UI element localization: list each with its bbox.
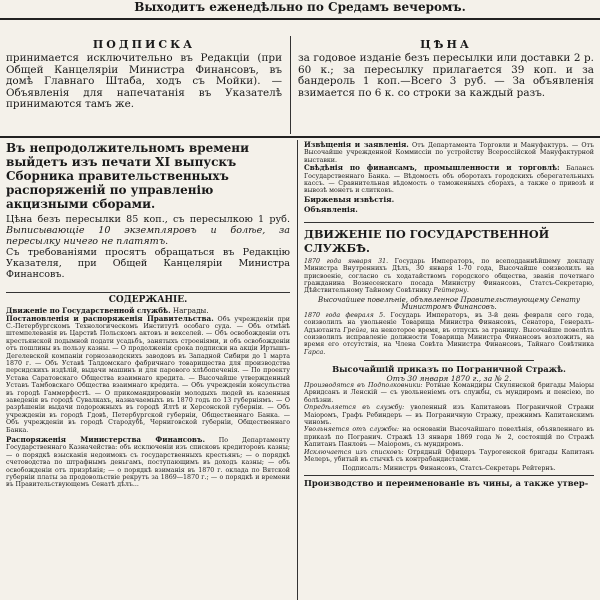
rescript-date: 1870 года февраля 5. xyxy=(304,311,386,319)
movement-name: Рейтерну. xyxy=(433,287,469,295)
finance-text: Балансъ Государственнаго Банка. — Вѣдомость объ оборотахъ городскихъ сберегательныхъ кассъ. — Сравнительная вѣдомость о таможенныхъ сборахъ, а также о привозѣ и вывозѣ монетъ и слитковъ. xyxy=(304,165,594,195)
movement-text: Государь Императоръ, по всеподданнѣйшему докладу Министра Внутреннихъ Дѣлъ, 30 января 1-70 года, Высочайше соизволилъ на присвоеніе, согласно съ ходатайствомъ городского общества, званія почетнаго гражданина Вознесенскаго посада Министру Финансовъ, Статсъ-Секретарю, Дѣйствительному Тайному Совѣтнику xyxy=(304,257,594,295)
right-column xyxy=(304,141,594,600)
contents-heading: СОДЕРЖАНІЕ. xyxy=(108,295,188,305)
column-divider xyxy=(297,140,298,600)
rescript-text-2: на некоторое время, въ отпускъ за границу. Высочайше повелѣть соизволилъ исправленіе должности Товарища Министра Финансовъ возложить, на время его отсутствія, на Члена Совѣта Министра Финансовъ, Тайнаго Совѣтника xyxy=(304,326,594,349)
signed-line: Подписалъ: Министръ Финансовъ, Статсъ-Секретарь Рейтернъ. xyxy=(342,464,556,472)
contents-line1-bold: Движеніе по Государственной службѣ. xyxy=(6,305,171,315)
notice-requests: Съ требованіями просятъ обращаться въ Редакцію Указателя, при Общей Канцеляріи Министра Финансовъ. xyxy=(6,247,290,280)
notice-block xyxy=(6,141,290,291)
notice-price: Цѣна безъ пересылки 85 коп., съ пересылкою 1 руб. xyxy=(6,214,290,225)
excluded-heading: Исключается изъ списковъ: xyxy=(304,448,404,456)
price-heading: ЦѢНА xyxy=(420,38,472,51)
rescript-heading: Высочайшее повелѣніе, объявленное Правительствующему Сенату Министромъ Финансовъ. xyxy=(318,295,580,312)
order-date: Отъ 30 января 1870 г., за № 2. xyxy=(386,373,512,383)
notice-text: Въ непродолжительномъ времени выйдетъ изъ печати XI выпускъ Сборника правительственныхъ распоряженій по управленію акцизными сборами. xyxy=(6,141,249,211)
dismissed-text: на основаніи Высочайшаго повелѣнія, объявленнаго въ приказѣ по Погранич. Стражѣ 13 января 1869 года № 2, состоящій по Стражѣ Капитанъ Панловъ — Маіоромъ, съ мундиромъ. xyxy=(304,426,594,449)
contents-section2-heading: Распоряженія Министерства Финансовъ. xyxy=(6,435,205,444)
subscription-block xyxy=(6,38,282,130)
ads-heading: Объявленія. xyxy=(304,205,358,215)
price-block xyxy=(298,38,594,130)
promoted-heading: Производятся въ Подполковники: xyxy=(304,382,423,390)
promoted-text: Ротные Командиры Скулянской бригады Маіоры Арвидсанъ и Ленскій — съ увольненіемъ отъ службы, съ мундиромъ и пенсіею, по болѣзни. xyxy=(304,382,594,404)
rescript-text: Государь Императоръ, въ 3-й день февраля сего года, соизволилъ на увольненіе Товарища Министра Финансовъ, Сенатора, Генералъ-Адъютанта xyxy=(304,311,594,334)
top-rule xyxy=(0,136,600,138)
excluded-text: Отрядный Офицеръ Таурогенской бригады Капитанъ Мелеръ, убитый въ стычкѣ съ контрабандистами. xyxy=(304,448,594,464)
contents-line1-rest: Награды. xyxy=(172,305,209,315)
exchange-heading: Биржевыя извѣстія. xyxy=(304,194,395,204)
notice-rule xyxy=(6,292,290,293)
subscription-heading: ПОДПИСКА xyxy=(92,38,196,51)
movement-date: 1870 года января 31. xyxy=(304,257,389,265)
contents-block xyxy=(6,295,290,600)
top-divider xyxy=(290,36,291,134)
contents-section2-text: По Департаменту Государственнаго Казначейства: объ исключеніи изъ списковъ кредиторовъ казны; — о порядкѣ взысканія недоимокъ съ государственныхъ крестьянъ; — о порядкѣ счетоводства по штрафнымъ деньгамъ, поступающимъ въ доходъ казны; — объ освобожденіи отъ призрѣнія; — о порядкѣ взиманія въ 1870 г. оклада по Вятской губерніи платы за продовольствіе рекрутъ за 1869—1870 г.; — о порядкѣ и времени въ Правительствующемъ Сенатѣ дѣлъ... xyxy=(6,437,290,489)
rescript-name-1: Грейга, xyxy=(343,326,369,334)
appointed-text: уволенный изъ Капитановъ Пограничной Стражи Маіоромъ, Графъ Ребиндеръ — въ Пограничную Стражу, прежнимъ Капитанскимъ чиномъ. xyxy=(304,404,594,427)
contents-section1-heading: Постановленія и распоряженія Правительства. xyxy=(6,313,214,323)
movement-title: ДВИЖЕНІЕ ПО ГОСУДАРСТВЕННОЙ СЛУЖБѢ. xyxy=(304,226,550,255)
notice-price-italic: Выписывающіе 10 экземпляровъ и болѣе, за пересылку ничего не платятъ. xyxy=(6,225,290,247)
contents-section1-text: Объ учрежденіи при С.-Петербургскомъ Технологическомъ Институтѣ особаго суда. — Объ отмѣнѣ штемпелеванія въ Царствѣ Польскомъ актовъ и векселей. — Объ освобожденіи отъ крестьянской подымной подати усадьбъ, занятыхъ строеніями, и объ освобожденіи отъ пошлины въ пользу казны. — О продолженіи срока подписки на акціи Иртышъ-Дегелевской компаніи горнозаводскихъ заводовъ въ Западной Сибири до 1 марта 1870 г. — Объ Уставѣ Талдомскаго фабричнаго товарищества для производства персидскихъ издѣлій, выдачи машинъ и для парового хлѣбопеченія. — По проекту Устава Саратовскаго Общества взаимнаго кредита. — Высочайше утвержденный Уставъ Тамбовскаго Общества взаимнаго кредита. — Объ учрежденіи консульства въ городѣ Гаммерфестѣ. — О прикомандированіи молодыхъ людей въ казенныя заведенія въ городѣ Сувалкахъ, назначаемыхъ въ 1870 годъ по 13 губерніямъ. — О разрѣшеніи выдачи подорожныхъ въ городѣ Ялтѣ и Херсонской губерніи. — Объ учрежденіи въ городѣ Гдовѣ, Петербургской губерніи, Общественнаго Банка. — Объ учрежденіи въ городѣ Стародубѣ, Черниговской губерніи, Общественнаго Банка. xyxy=(6,315,290,434)
announcements-heading: Извѣщенія и заявленія. xyxy=(304,141,409,149)
bottom-heading: Производство и переименованіе въ чины, а также утвер- xyxy=(304,477,589,488)
price-text: за годовое изданіе безъ пересылки или доставки 2 р. 60 к.; за пересылку прилагается 39 коп. и за бандероль 1 коп.—Всего 3 руб. — За объявленія взимается по 6 к. со строки за каждый разъ. xyxy=(298,52,594,99)
rescript-name-2: Гарса. xyxy=(304,348,326,356)
masthead: Выходитъ еженедѣльно по Средамъ вечеромъ. xyxy=(0,0,600,20)
dismissed-heading: Увольняется отъ службы: xyxy=(304,426,400,434)
appointed-heading: Опредѣляется въ службу: xyxy=(304,404,405,412)
announcements-text: Отъ Департамента Торговли и Мануфактуръ. — Отъ Высочайше учрежденной Коммиссіи по устройству Всероссійской Мануфактурной выставки. xyxy=(304,142,594,164)
order-title: Высочайшій приказъ по Пограничной Стражѣ. xyxy=(332,364,566,375)
finance-heading: Свѣдѣнія по финансамъ, промышленности и торговлѣ: xyxy=(304,163,560,173)
subscription-text: принимается исключительно въ Редакціи (при Общей Канцеляріи Министра Финансовъ, въ домѣ Главнаго Штаба, ходъ съ Мойки). — Объявленія для напечатанія въ Указателѣ принимаются тамъ же. xyxy=(6,52,282,111)
